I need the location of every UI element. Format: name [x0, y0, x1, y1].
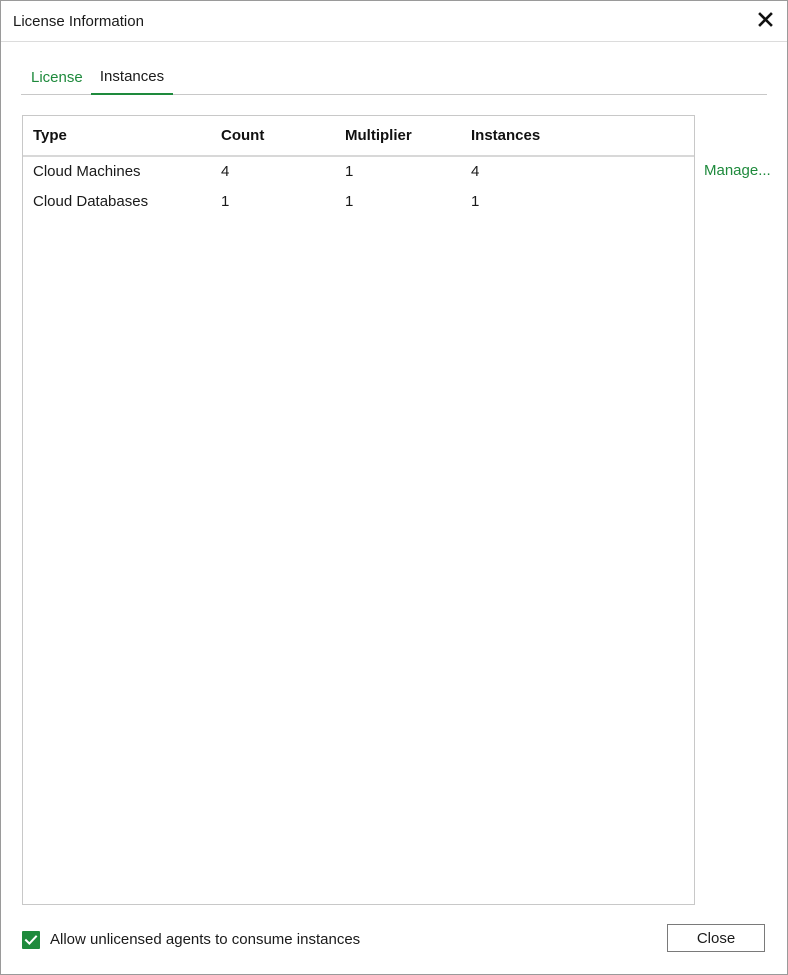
- cell-multiplier: 1: [345, 193, 354, 210]
- check-icon: [22, 931, 40, 949]
- cell-instances: 4: [471, 163, 480, 180]
- close-button[interactable]: Close: [667, 924, 765, 952]
- cell-multiplier: 1: [345, 163, 354, 180]
- dialog-title: License Information: [13, 13, 144, 30]
- cell-type: Cloud Databases: [33, 193, 149, 210]
- cell-instances: 1: [471, 193, 480, 210]
- column-header-multiplier[interactable]: Multiplier: [345, 127, 412, 144]
- tab-license[interactable]: License: [31, 69, 83, 86]
- cell-type: Cloud Machines: [33, 163, 141, 180]
- tab-strip: [21, 65, 767, 95]
- table-row[interactable]: [23, 157, 694, 187]
- tab-instances[interactable]: Instances: [91, 68, 173, 95]
- column-header-count[interactable]: Count: [221, 127, 265, 144]
- allow-unlicensed-label[interactable]: Allow unlicensed agents to consume instances: [50, 931, 361, 948]
- column-header-type[interactable]: Type: [33, 127, 67, 144]
- cell-count: 1: [221, 193, 230, 210]
- instances-table: [22, 115, 695, 905]
- allow-unlicensed-checkbox[interactable]: [22, 931, 40, 949]
- column-header-instances[interactable]: Instances: [471, 127, 541, 144]
- table-header: [23, 116, 694, 157]
- title-bar: [1, 1, 787, 42]
- cell-count: 4: [221, 163, 230, 180]
- manage-link[interactable]: Manage...: [704, 162, 771, 179]
- close-icon[interactable]: [755, 9, 777, 31]
- table-row[interactable]: [23, 187, 694, 217]
